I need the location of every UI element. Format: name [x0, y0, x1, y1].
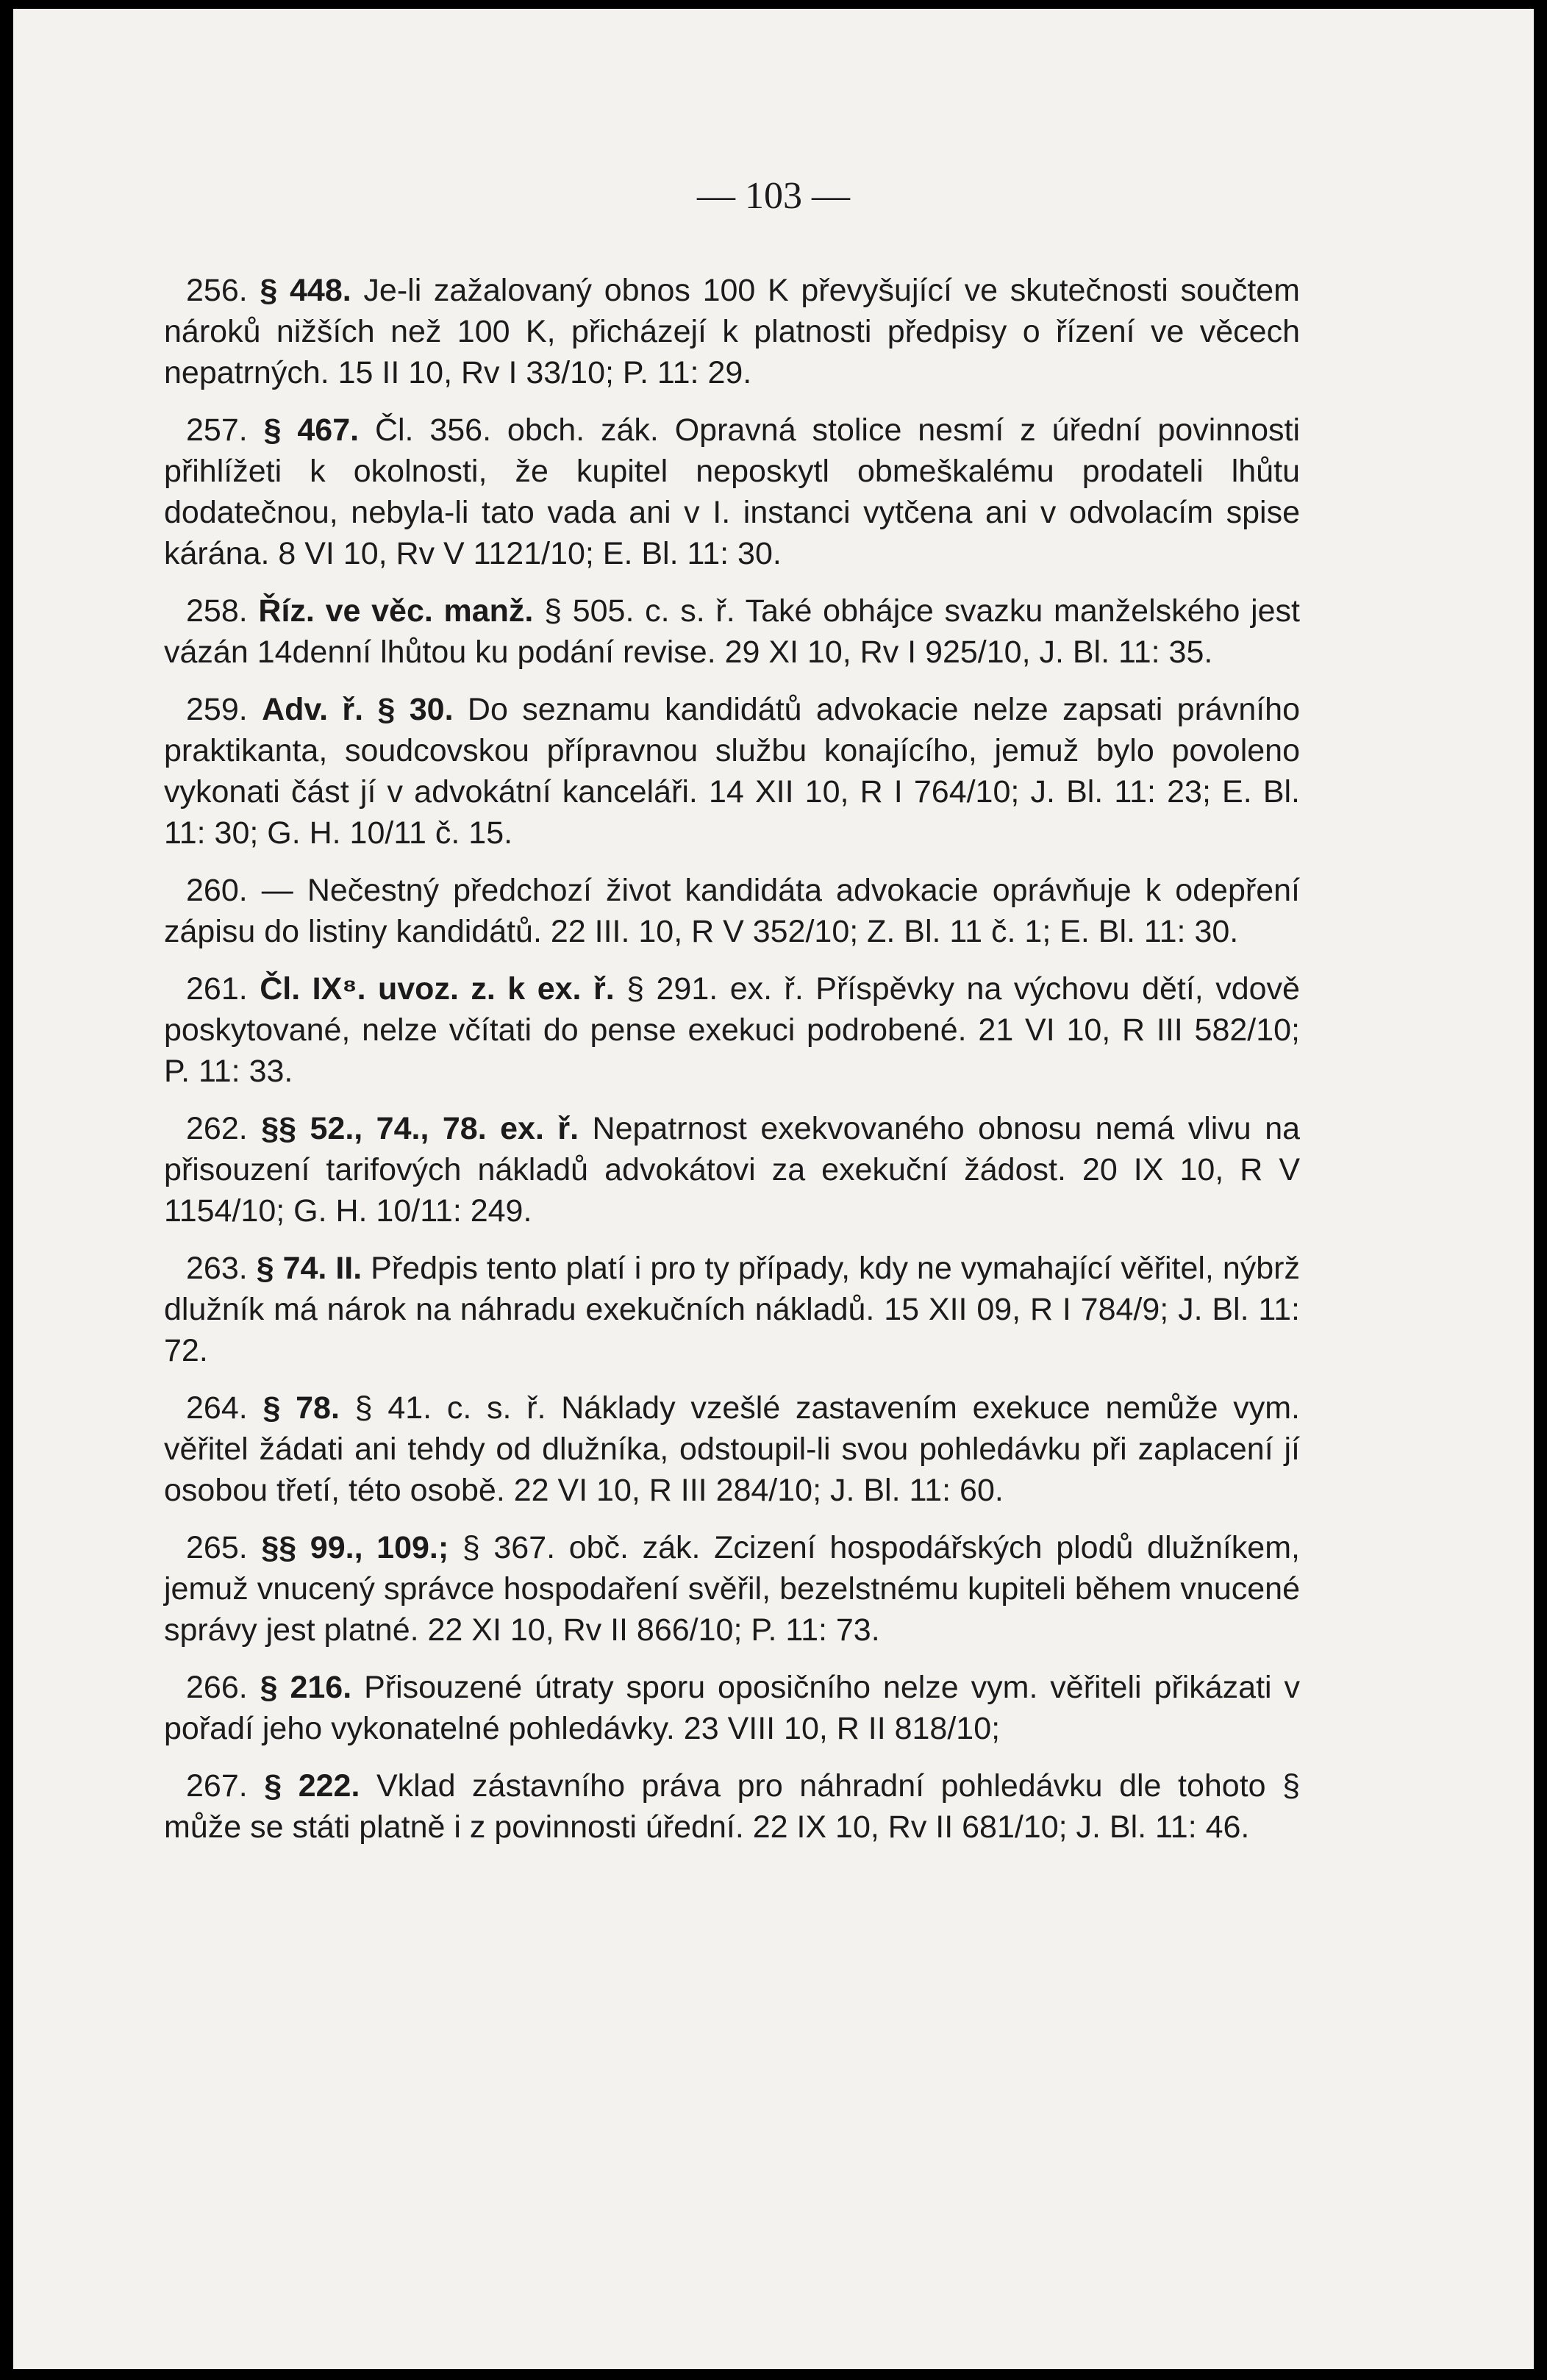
entry-257	[164, 410, 1300, 574]
entry-text: Čl. 356. obch. zák. Opravná stolice nesmí z úřední povinnosti přihlížeti k okolnosti, že kupitel neposkytl obmeškalému prodateli lhůtu dodatečnou, nebyla-li tato vada ani v I. instanci vytčena ani v odvolacím spise kárána. 8 VI 10, Rv V 1121/10; E. Bl. 11: 30.	[164, 412, 1300, 571]
entry-reference: §§ 99., 109.;	[261, 1530, 449, 1565]
entry-reference: § 467.	[263, 412, 360, 448]
entry-262	[164, 1108, 1300, 1232]
entry-text: § 505. c. s. ř. Také obhájce svazku manželského jest vázán 14denní lhůtou ku podání revise. 29 XI 10, Rv I 925/10, J. Bl. 11: 35.	[164, 593, 1301, 670]
entry-number: 257.	[186, 412, 248, 448]
entry-266	[164, 1667, 1300, 1749]
entry-259	[164, 689, 1300, 854]
entry-261	[164, 968, 1300, 1092]
entry-text: § 291. ex. ř. Příspěvky na výchovu dětí, vdově poskytované, nelze včítati do pense exekuci podrobené. 21 VI 10, R III 582/10; P. 11: 33.	[164, 971, 1300, 1089]
entry-260	[164, 870, 1300, 952]
entry-265	[164, 1527, 1300, 1651]
entry-text: § 367. obč. zák. Zcizení hospodářských plodů dlužníkem, jemuž vnucený správce hospodaření svěřil, bezelstnému kupiteli během vnucené správy jest platné. 22 XI 10, Rv II 866/10; P. 11: 73.	[164, 1530, 1300, 1648]
entry-number: 262.	[186, 1111, 248, 1146]
entry-reference: Říz. ve věc. manž.	[258, 593, 534, 629]
entry-reference: § 448.	[260, 273, 351, 308]
entries-list	[164, 270, 1300, 1864]
entry-reference: Adv. ř. § 30.	[262, 692, 454, 727]
entry-number: 265.	[186, 1530, 248, 1565]
entry-number: 259.	[186, 692, 248, 727]
entry-reference: § 74. II.	[256, 1251, 362, 1286]
entry-267	[164, 1765, 1300, 1848]
entry-number: 264.	[186, 1390, 248, 1426]
entry-number: 263.	[186, 1251, 248, 1286]
entry-258	[164, 590, 1300, 673]
entry-text: Je-li zažalovaný obnos 100 K převyšující ve skutečnosti součtem nároků nižších než 100 K, přicházejí k platnosti předpisy o řízení ve věcech nepatrných. 15 II 10, Rv I 33/10; P. 11: 29.	[164, 273, 1301, 390]
entry-256	[164, 270, 1300, 393]
entry-reference: § 78.	[262, 1390, 340, 1426]
entry-264	[164, 1387, 1300, 1511]
entry-text: Předpis tento platí i pro ty případy, kdy ne vymahající věřitel, nýbrž dlužník má nárok na náhradu exekučních nákladů. 15 XII 09, R I 784/9; J. Bl. 11: 72.	[164, 1251, 1300, 1368]
entry-text: Vklad zástavního práva pro náhradní pohledávku dle tohoto § může se státi platně i z povinnosti úřední. 22 IX 10, Rv II 681/10; J. Bl. 11: 46.	[164, 1768, 1301, 1845]
scanned-page	[13, 9, 1534, 2369]
entry-263	[164, 1248, 1300, 1371]
page-number: — 103 —	[697, 175, 850, 217]
entry-text: — Nečestný předchozí život kandidáta advokacie oprávňuje k odepření zápisu do listiny kandidátů. 22 III. 10, R V 352/10; Z. Bl. 11 č. 1; E. Bl. 11: 30.	[164, 873, 1300, 949]
entry-reference: § 216.	[260, 1670, 352, 1705]
entry-number: 267.	[186, 1768, 248, 1804]
entry-reference: Čl. IX⁸. uvoz. z. k ex. ř.	[260, 971, 615, 1007]
entry-text: Do seznamu kandidátů advokacie nelze zapsati právního praktikanta, soudcovskou přípravnou službu konajícího, jemuž bylo povoleno vykonati část jí v advokátní kanceláři. 14 XII 10, R I 764/10; J. Bl. 11: 23; E. Bl. 11: 30; G. H. 10/11 č. 15.	[164, 692, 1301, 851]
entry-number: 260.	[186, 873, 248, 908]
entry-number: 266.	[186, 1670, 248, 1705]
entry-reference: §§ 52., 74., 78. ex. ř.	[261, 1111, 579, 1146]
entry-number: 261.	[186, 971, 248, 1007]
entry-reference: § 222.	[264, 1768, 360, 1804]
entry-text: Nepatrnost exekvovaného obnosu nemá vlivu na přisouzení tarifových nákladů advokátovi za exekuční žádost. 20 IX 10, R V 1154/10; G. H. 10/11: 249.	[164, 1111, 1301, 1229]
entry-text: Přisouzené útraty sporu oposičního nelze vym. věřiteli přikázati v pořadí jeho vykonatelné pohledávky. 23 VIII 10, R II 818/10;	[164, 1670, 1300, 1746]
entry-text: § 41. c. s. ř. Náklady vzešlé zastavením exekuce nemůže vym. věřitel žádati ani tehdy od dlužníka, odstoupil-li svou pohledávku při zaplacení jí osobou třetí, této osobě. 22 VI 10, R III 284/10; J. Bl. 11: 60.	[164, 1390, 1300, 1508]
entry-number: 256.	[186, 273, 248, 308]
entry-number: 258.	[186, 593, 248, 629]
